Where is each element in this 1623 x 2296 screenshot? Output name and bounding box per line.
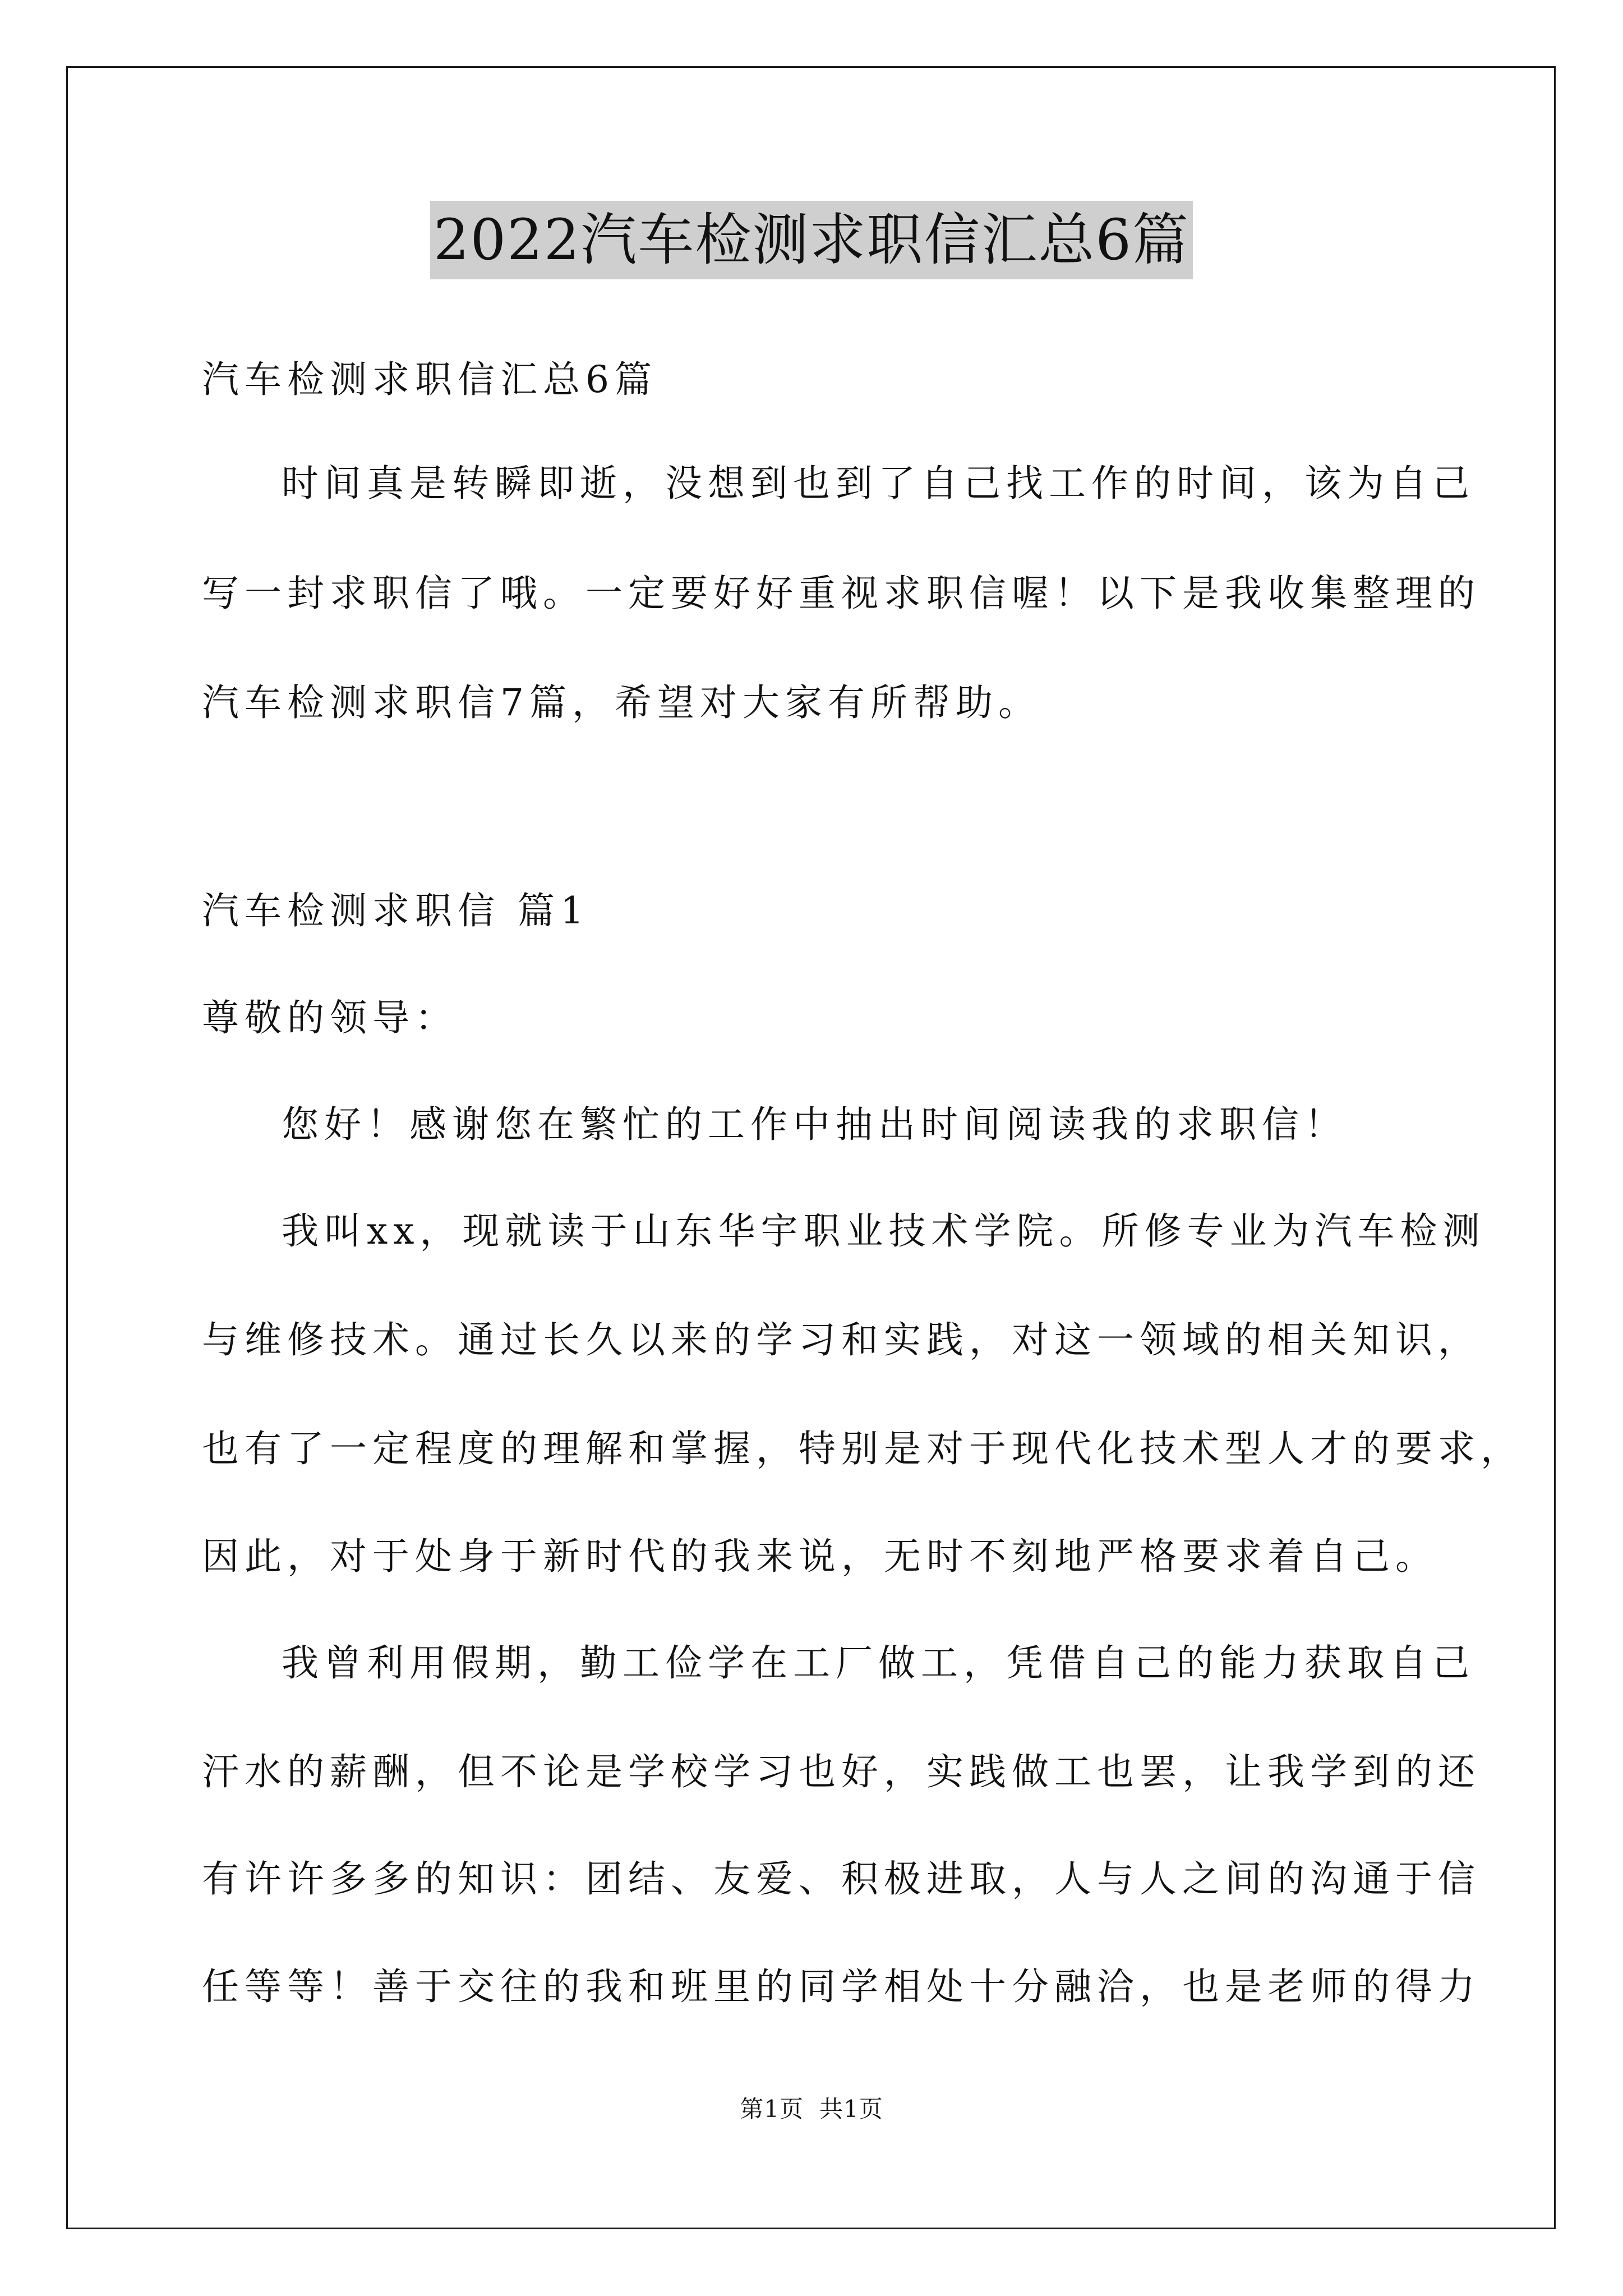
body-line: 写一封求职信了哦。一定要好好重视求职信喔！以下是我收集整理的 [202, 572, 1481, 615]
subtitle-line: 汽车检测求职信汇总6篇 [202, 358, 657, 401]
body-line: 汗水的薪酬，但不论是学校学习也好，实践做工也罢，让我学到的还 [202, 1750, 1481, 1793]
body-line: 我曾利用假期，勤工俭学在工厂做工，凭借自己的能力获取自己 [282, 1641, 1475, 1685]
body-line: 因此，对于处身于新时代的我来说，无时不刻地严格要求着自己。 [202, 1535, 1438, 1578]
page-number-total: 共1页 [819, 2095, 883, 2123]
salutation-line: 尊敬的领导： [202, 996, 458, 1039]
body-line: 您好！感谢您在繁忙的工作中抽出时间阅读我的求职信！ [282, 1103, 1347, 1146]
page-number-current: 第1页 [740, 2095, 804, 2123]
body-line: 与维修技术。通过长久以来的学习和实践，对这一领域的相关知识， [202, 1318, 1481, 1361]
body-line: 时间真是转瞬即逝，没想到也到了自己找工作的时间，该为自己 [282, 462, 1475, 505]
document-title: 2022汽车检测求职信汇总6篇 [430, 201, 1193, 279]
body-line: 有许许多多的知识：团结、友爱、积极进取，人与人之间的沟通于信 [202, 1857, 1481, 1901]
title-container [0, 201, 1623, 279]
page-footer [0, 2092, 1623, 2126]
body-line: 任等等！善于交往的我和班里的同学相处十分融洽，也是老师的得力 [202, 1965, 1481, 2008]
body-line: 汽车检测求职信7篇，希望对大家有所帮助。 [202, 681, 1041, 724]
body-line: 也有了一定程度的理解和掌握，特别是对于现代化技术型人才的要求， [202, 1427, 1523, 1470]
body-line: 我叫xx，现就读于山东华宇职业技术学院。所修专业为汽车检测 [282, 1209, 1486, 1253]
section-heading: 汽车检测求职信 篇1 [202, 889, 589, 932]
